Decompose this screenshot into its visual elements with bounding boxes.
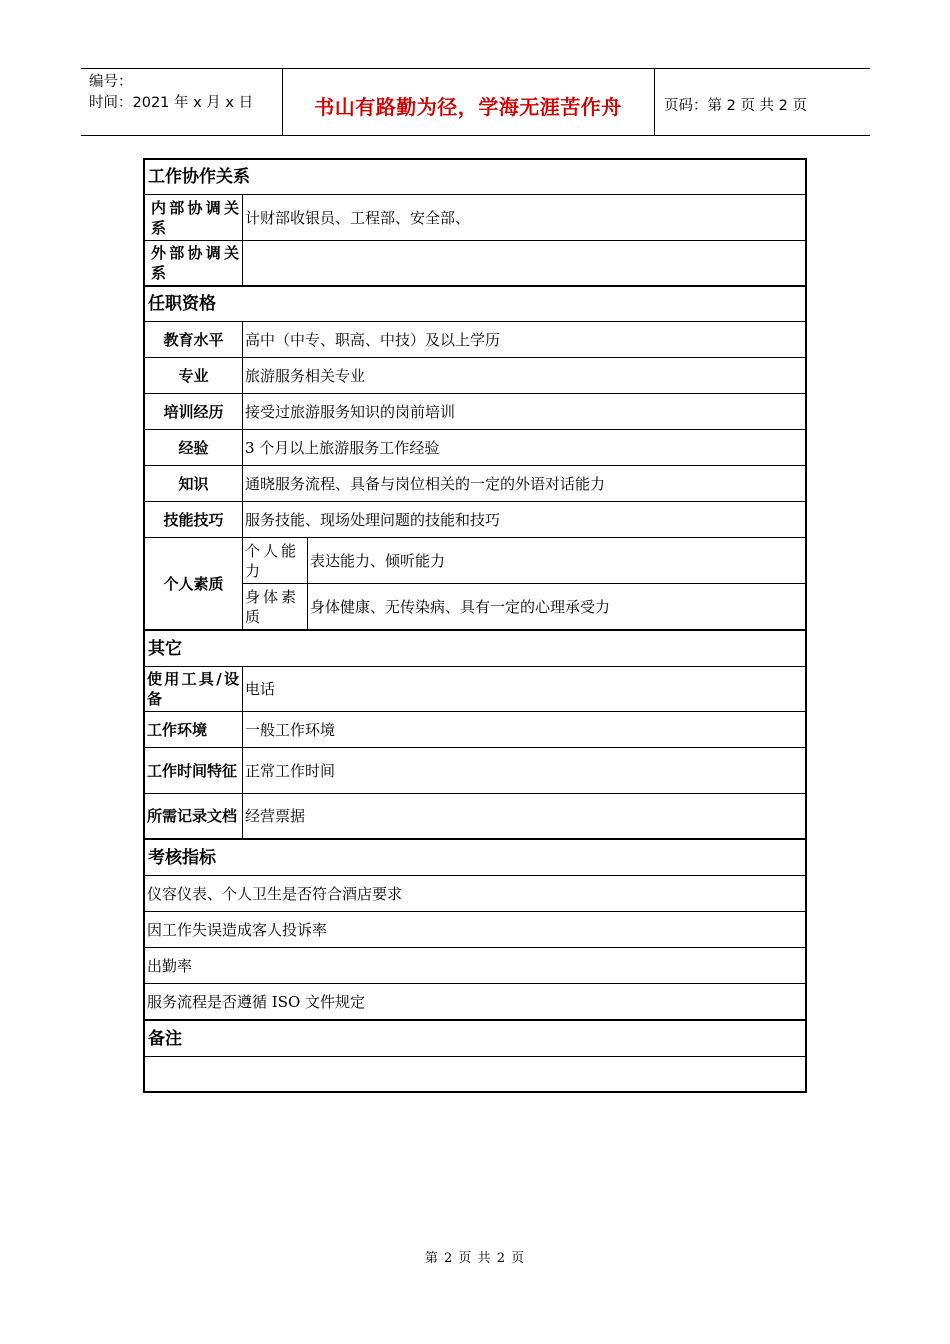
qualification-label-skills: 技能技巧: [163, 510, 224, 529]
page-header: [81, 68, 870, 136]
qualification-value-major: 旅游服务相关专业: [245, 366, 366, 385]
kpi-item: 仪容仪表、个人卫生是否符合酒店要求: [147, 884, 403, 903]
section-title-collaboration: 工作协作关系: [148, 167, 250, 187]
qualification-label-training: 培训经历: [163, 402, 224, 421]
section-title-qualifications: 任职资格: [148, 294, 216, 314]
personal-ability-sublabel: 个人能力: [245, 541, 300, 580]
external-coordination-value: [243, 241, 805, 285]
kpi-item: 出勤率: [147, 956, 193, 975]
section-title-remarks: 备注: [148, 1028, 182, 1049]
document-code-label: 编号：: [89, 74, 133, 90]
other-value-work-hours: 正常工作时间: [245, 761, 336, 780]
physical-quality-sublabel: 身体素质: [245, 587, 300, 626]
internal-coordination-label: 内部协调关系: [151, 198, 239, 237]
qualification-value-experience: 3 个月以上旅游服务工作经验: [245, 438, 440, 457]
section-title-kpi: 考核指标: [148, 847, 216, 868]
qualification-label-experience: 经验: [178, 438, 209, 457]
other-value-environment: 一般工作环境: [245, 720, 336, 739]
qualification-label-knowledge: 知识: [178, 474, 209, 493]
personal-quality-label: 个人素质: [163, 574, 224, 593]
header-page-info: 页码：第 2 页 共 2 页: [664, 98, 807, 114]
job-description-table: [143, 158, 807, 1093]
qualification-label-major: 专业: [178, 366, 209, 385]
header-motto: 书山有路勤为径，学海无涯苦作舟: [314, 95, 622, 119]
kpi-item: 服务流程是否遵循 ISO 文件规定: [147, 992, 366, 1011]
qualification-value-education: 高中（中专、职高、中技）及以上学历: [245, 330, 501, 349]
remarks-value: [145, 1057, 805, 1091]
qualification-label-education: 教育水平: [163, 330, 224, 349]
qualification-value-skills: 服务技能、现场处理问题的技能和技巧: [245, 510, 501, 529]
other-label-environment: 工作环境: [147, 720, 208, 739]
other-value-records: 经营票据: [245, 807, 306, 825]
other-value-tools: 电话: [245, 680, 276, 698]
physical-quality-value: 身体健康、无传染病、具有一定的心理承受力: [310, 597, 611, 616]
page-footer: 第 2 页 共 2 页: [424, 1251, 526, 1266]
qualification-value-training: 接受过旅游服务知识的岗前培训: [245, 402, 456, 421]
section-title-other: 其它: [148, 638, 182, 659]
document-date: 时间：2021 年 x 月 x 日: [89, 95, 254, 111]
qualification-value-knowledge: 通晓服务流程、具备与岗位相关的一定的外语对话能力: [245, 474, 606, 493]
other-label-records: 所需记录文档: [147, 807, 238, 825]
kpi-item: 因工作失误造成客人投诉率: [147, 920, 328, 939]
internal-coordination-value: 计财部收银员、工程部、安全部、: [245, 208, 471, 227]
external-coordination-label: 外部协调关系: [151, 244, 239, 282]
header-divider: [654, 69, 655, 135]
other-label-tools: 使用工具/设备: [147, 670, 239, 708]
personal-ability-value: 表达能力、倾听能力: [310, 551, 446, 570]
other-label-work-hours: 工作时间特征: [147, 761, 238, 780]
header-meta: [89, 72, 253, 114]
